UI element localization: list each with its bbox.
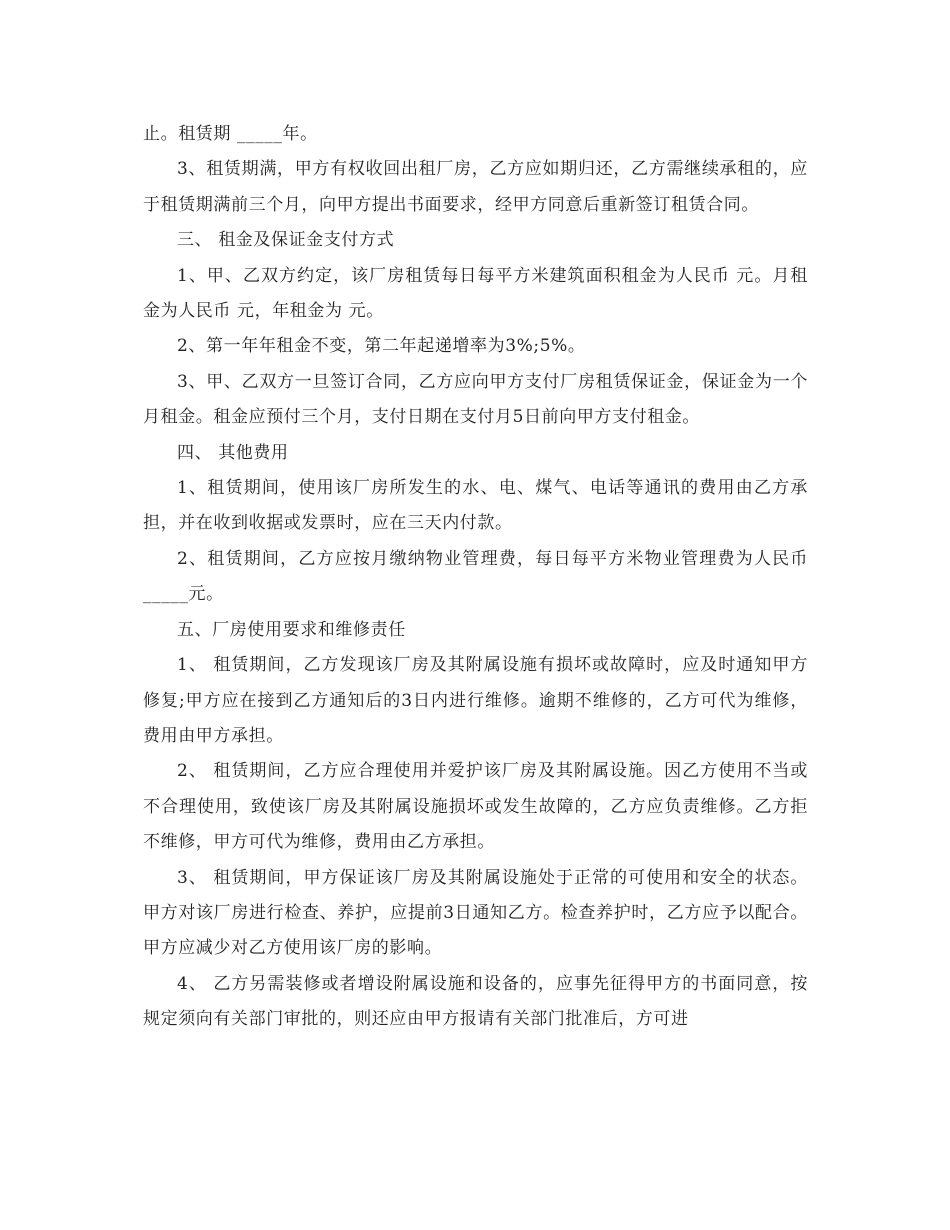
section-heading-other-fees: 四、 其他费用 xyxy=(177,442,289,463)
paragraph-safety-guarantee: 3、 租赁期间，甲方保证该厂房及其附属设施处于正常的可使用和安全的状态。甲方对该厂房进行检查、养护，应提前3日通知乙方。检查养护时，乙方应予以配合。甲方应减少对乙方使用该厂房的影响。 xyxy=(143,867,808,959)
paragraph-repair-notice: 1、 租赁期间，乙方发现该厂房及其附属设施有损坏或故障时，应及时通知甲方修复;甲方应在接到乙方通知后的3日内进行维修。逾期不维修的，乙方可代为维修，费用由甲方承担。 xyxy=(143,655,808,746)
paragraph-utilities: 1、租赁期间，使用该厂房所发生的水、电、煤气、电话等通讯的费用由乙方承担，并在收到收据或发票时，应在三天内付款。 xyxy=(143,478,808,534)
paragraph-property-fee: 2、租赁期间，乙方应按月缴纳物业管理费，每日每平方米物业管理费为人民币_____元。 xyxy=(143,548,808,605)
paragraph-renovation: 4、 乙方另需装修或者增设附属设施和设备的，应事先征得甲方的书面同意，按规定须向有关部门审批的，则还应由甲方报请有关部门批准后，方可进 xyxy=(143,973,808,1030)
paragraph-lease-term: 止。租赁期 _____年。 xyxy=(143,124,318,144)
paragraph-rent-amount: 1、甲、乙双方约定，该厂房租赁每日每平方米建筑面积租金为人民币 元。月租金为人民币 元，年租金为 元。 xyxy=(143,265,808,322)
contract-body xyxy=(143,117,808,1038)
section-heading-rent-deposit: 三、 租金及保证金支付方式 xyxy=(177,230,395,251)
paragraph-lease-expiry: 3、租赁期满，甲方有权收回出租厂房，乙方应如期归还，乙方需继续承租的，应于租赁期满前三个月，向甲方提出书面要求，经甲方同意后重新签订租赁合同。 xyxy=(143,159,808,215)
paragraph-rent-increase: 2、第一年年租金不变，第二年起递增率为3%;5%。 xyxy=(177,336,586,357)
paragraph-proper-use: 2、 租赁期间，乙方应合理使用并爱护该厂房及其附属设施。因乙方使用不当或不合理使用，致使该厂房及其附属设施损坏或发生故障的，乙方应负责维修。乙方拒不维修，甲方可代为维修，费用由乙方承担。 xyxy=(143,761,808,853)
section-heading-maintenance: 五、厂房使用要求和维修责任 xyxy=(177,619,406,640)
paragraph-deposit: 3、甲、乙双方一旦签订合同，乙方应向甲方支付厂房租赁保证金，保证金为一个月租金。租金应预付三个月，支付日期在支付月5日前向甲方支付租金。 xyxy=(143,371,808,428)
